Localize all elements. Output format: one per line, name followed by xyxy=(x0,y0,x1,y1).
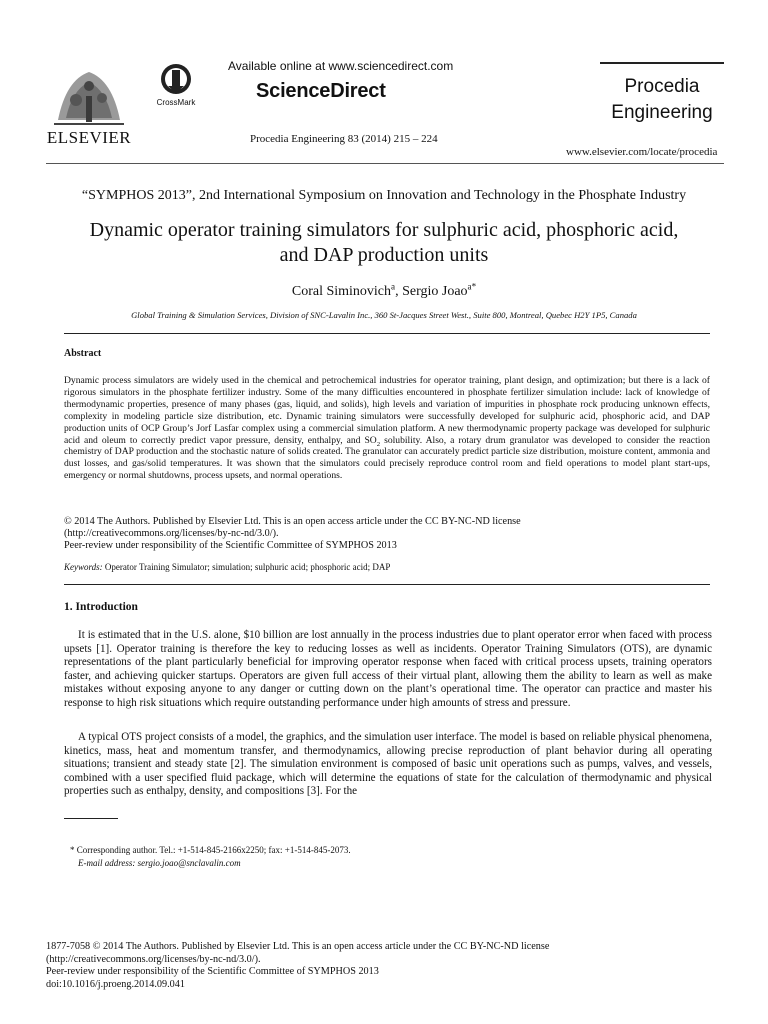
keywords-label: Keywords: xyxy=(64,562,103,572)
abstract-text: solubility. Also, a rotary drum granulator was developed to consider the reaction chemistry of DAP production and the stochastic nature of solids created. The granulator can accurately predict particle size distribution, moisture content, ammonia and dust losses, and gas/solid temperatures. It was shown that the simulators could precisely reproduce control room and field operations to model plant start-ups, emergency or normal shutdowns, process upsets, and normal operations. xyxy=(64,434,710,482)
crossmark-label: CrossMark xyxy=(156,98,196,107)
keywords xyxy=(64,562,710,572)
authors xyxy=(30,281,738,300)
conference-line: “SYMPHOS 2013”, 2nd International Symposium on Innovation and Technology in the Phosphate Industry xyxy=(81,188,687,203)
available-online-text[interactable]: Available online at www.sciencedirect.com xyxy=(228,59,454,73)
elsevier-wordmark: ELSEVIER xyxy=(46,128,132,147)
section-heading-introduction: 1. Introduction xyxy=(64,601,138,613)
copyright-line: © 2014 The Authors. Published by Elsevier Ltd. This is an open access article under the CC BY-NC-ND license xyxy=(64,516,521,527)
bottom-license-block xyxy=(46,941,726,991)
procedia-title-line2: Engineering xyxy=(611,102,713,123)
elsevier-logo xyxy=(46,60,132,148)
license-link[interactable]: (http://creativecommons.org/licenses/by-nc-nd/3.0/). xyxy=(64,528,279,539)
doi-link[interactable]: doi:10.1016/j.proeng.2014.09.041 xyxy=(46,978,185,990)
abstract-heading: Abstract xyxy=(64,348,102,359)
abstract-body xyxy=(64,375,710,482)
author-affiliation-mark: a xyxy=(391,281,396,292)
keywords-list: Operator Training Simulator; simulation; sulphuric acid; phosphoric acid; DAP xyxy=(102,562,391,572)
author-affiliation-mark: a* xyxy=(467,281,477,292)
abstract-bottom-divider xyxy=(64,584,710,585)
header-divider xyxy=(46,163,724,164)
author-separator: , xyxy=(395,284,403,299)
sciencedirect-brand[interactable]: ScienceDirect xyxy=(256,80,386,102)
affiliation: Global Training & Simulation Services, Division of SNC-Lavalin Inc., 360 St-Jacques Street West., Suite 800, Montreal, Quebec H2Y 1P5, Canada xyxy=(131,310,637,320)
footnote-email[interactable]: E-mail address: sergio.joao@snclavalin.com xyxy=(78,858,241,868)
author-name: Sergio Joao xyxy=(402,284,468,299)
procedia-top-rule xyxy=(600,62,724,64)
crossmark-icon xyxy=(154,62,198,98)
footnote-corresponding-author: * Corresponding author. Tel.: +1-514-845-2166x2250; fax: +1-514-845-2073. xyxy=(70,845,351,855)
paper-title-line2: and DAP production units xyxy=(279,244,489,266)
abstract-subscript: 2 xyxy=(376,440,381,448)
procedia-title-line1: Procedia xyxy=(624,76,700,97)
journal-reference: Procedia Engineering 83 (2014) 215 – 224 xyxy=(250,133,438,145)
abstract-text: Dynamic process simulators are widely used in the chemical and petrochemical industries for operator training, plant design, and optimization; but there is a lack of rigorous simulators in the phosphate fertilizer industry. Some of the many difficulties encountered in phosphate fertilizer simulation include: lack of knowledge of thermodynamic properties, presence of many phases (gas, liquid, and solids), high levels and variation of impurities in phosphate rock producing unknown effects, complexity in modeling particle size distribution, etc. Dynamic training simulators were successfully developed for sulphuric acid, phosphoric acid, and DAP production units of OCP Group’s Jorf Lasfar complex using a commercial simulation platform. A new thermodynamic property package was developed for sulphuric acid and oleum to correctly predict vapor pressure, density, enthalpy, and SO xyxy=(64,375,710,446)
journal-url-link[interactable]: www.elsevier.com/locate/procedia xyxy=(566,146,718,158)
peer-review-line: Peer-review under responsibility of the Scientific Committee of SYMPHOS 2013 xyxy=(46,966,379,977)
issn-copyright-line: 1877-7058 © 2014 The Authors. Published by Elsevier Ltd. This is an open access article under the CC BY-NC-ND license xyxy=(46,941,550,952)
abstract-top-divider xyxy=(64,333,710,334)
author-name: Coral Siminovich xyxy=(291,284,392,299)
license-link[interactable]: (http://creativecommons.org/licenses/by-nc-nd/3.0/). xyxy=(46,953,261,965)
intro-paragraph: It is estimated that in the U.S. alone, $10 billion are lost annually in the process industries due to plant operator error when faced with process upsets [1]. Operator training is therefore the key to reducing losses as well as incidents. Operator Training Simulators (OTS), are dynamic representations of the plant particularly beneficial for improving operator response when faced with critical process upsets, training operators faster, and achieving quicker startups. Operators are given full access of their virtual plant, allowing them the ability to learn as well as make mistakes without exposing anyone to any danger or cutting down on the plant’s operational time. The operator can practice and master his response to high risk situations which require outstanding performance under high amounts of stress and pressure. xyxy=(64,629,712,709)
footnote-divider xyxy=(64,818,118,819)
peer-review-line: Peer-review under responsibility of the Scientific Committee of SYMPHOS 2013 xyxy=(64,540,397,551)
copyright-block xyxy=(64,516,710,552)
intro-paragraph: A typical OTS project consists of a model, the graphics, and the simulation user interface. The model is based on reliable physical phenomena, kinetics, mass, heat and momentum transfer, and thermodynamics, allowing precise reproduction of plant behavior during all operating situations; transient and steady state [2]. The simulation environment is composed of basic unit operations such as pumps, valves, and vessels, combined with a user specified fluid package, which will determine the equations of state for the calculation of thermodynamic and physical properties such as enthalpy, density, and compositions [3]. For the xyxy=(64,731,712,797)
paper-title-line1: Dynamic operator training simulators for sulphuric acid, phosphoric acid, xyxy=(89,219,679,241)
